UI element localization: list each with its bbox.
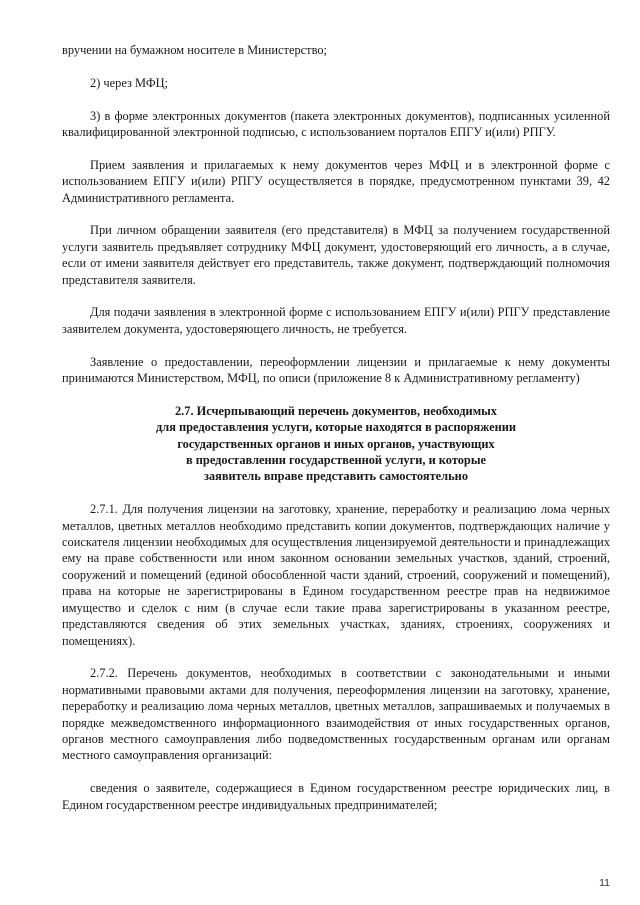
- paragraph-registry-info: сведения о заявителе, содержащиеся в Едином государственном реестре юридических лиц, в Едином государственном реестре индивидуальных предпринимателей;: [62, 781, 610, 812]
- paragraph-application-acceptance: Заявление о предоставлении, переоформлении лицензии и прилагаемые к нему документы принимаются Министерством, МФЦ, по описи (приложение 8 к Административному регламенту): [62, 354, 610, 386]
- paragraph-item-2: 2) через МФЦ;: [90, 75, 169, 90]
- paragraph-mfc-procedure: Прием заявления и прилагаемых к нему документов через МФЦ и в электронной форме с использованием ЕПГУ и(или) РПГУ осуществляется в порядке, предусмотренном пунктами 39, 42 Административного регламента.: [62, 157, 610, 205]
- paragraph-continuation: вручении на бумажном носителе в Министерство;: [62, 43, 327, 57]
- paragraph-2-7-1: 2.7.1. Для получения лицензии на заготовку, хранение, переработку и реализацию лома черных металлов, цветных металлов необходимо представить копии документов, подтверждающих наличие у соискателя лицензии необходимых для осуществления лицензируемой деятельности и принадлежащих ему на праве собственности или ином законном основании земельных участков, зданий, строений, сооружений и помещений (единой обособленной части зданий, строений, сооружений и помещений), права на которые не зарегистрированы в Едином государственном реестре прав на недвижимое имущество и сделок с ним (в случае если такие права зарегистрированы в указанном реестре, представляются сведения об этих земельных участках, зданиях, строениях, сооружениях и помещениях).: [62, 502, 610, 648]
- document-body: [62, 42, 610, 813]
- paragraph-personal-visit: При личном обращении заявителя (его представителя) в МФЦ за получением государственной услуги заявитель предъявляет сотруднику МФЦ документ, удостоверяющий его личность, а в случае, если от имени заявителя действует его представитель, также документ, подтверждающий полномочия представителя заявителя.: [62, 223, 610, 287]
- heading-line: заявитель вправе представить самостоятельно: [203, 469, 469, 484]
- paragraph-electronic-submission: Для подачи заявления в электронной форме с использованием ЕПГУ и(или) РПГУ представление заявителем документа, удостоверяющего личность, не требуется.: [62, 305, 610, 336]
- heading-line: в предоставлении государственной услуги, и которые: [186, 453, 486, 468]
- paragraph-item-3: 3) в форме электронных документов (пакета электронных документов), подписанных усиленной квалифицированной электронной подписью, с использованием порталов ЕПГУ и(или) РПГУ.: [62, 108, 610, 139]
- heading-line: государственных органов и иных органов, участвующих: [177, 436, 495, 451]
- paragraph-2-7-2: 2.7.2. Перечень документов, необходимых в соответствии с законодательными и иными нормативными правовыми актами для получения, переоформления лицензии на заготовку, хранение, переработку и реализацию лома черных металлов, цветных металлов, запрашиваемых и получаемых в порядке межведомственного информационного взаимодействия от иных государственных органов, органов местного самоуправления либо подведомственных государственным органам или органам местного самоуправления организаций:: [62, 666, 610, 763]
- section-heading-2-7: [62, 403, 610, 485]
- page-number: 11: [599, 877, 610, 889]
- heading-line: 2.7. Исчерпывающий перечень документов, необходимых: [174, 403, 498, 418]
- heading-line: для предоставления услуги, которые находятся в распоряжении: [156, 420, 516, 435]
